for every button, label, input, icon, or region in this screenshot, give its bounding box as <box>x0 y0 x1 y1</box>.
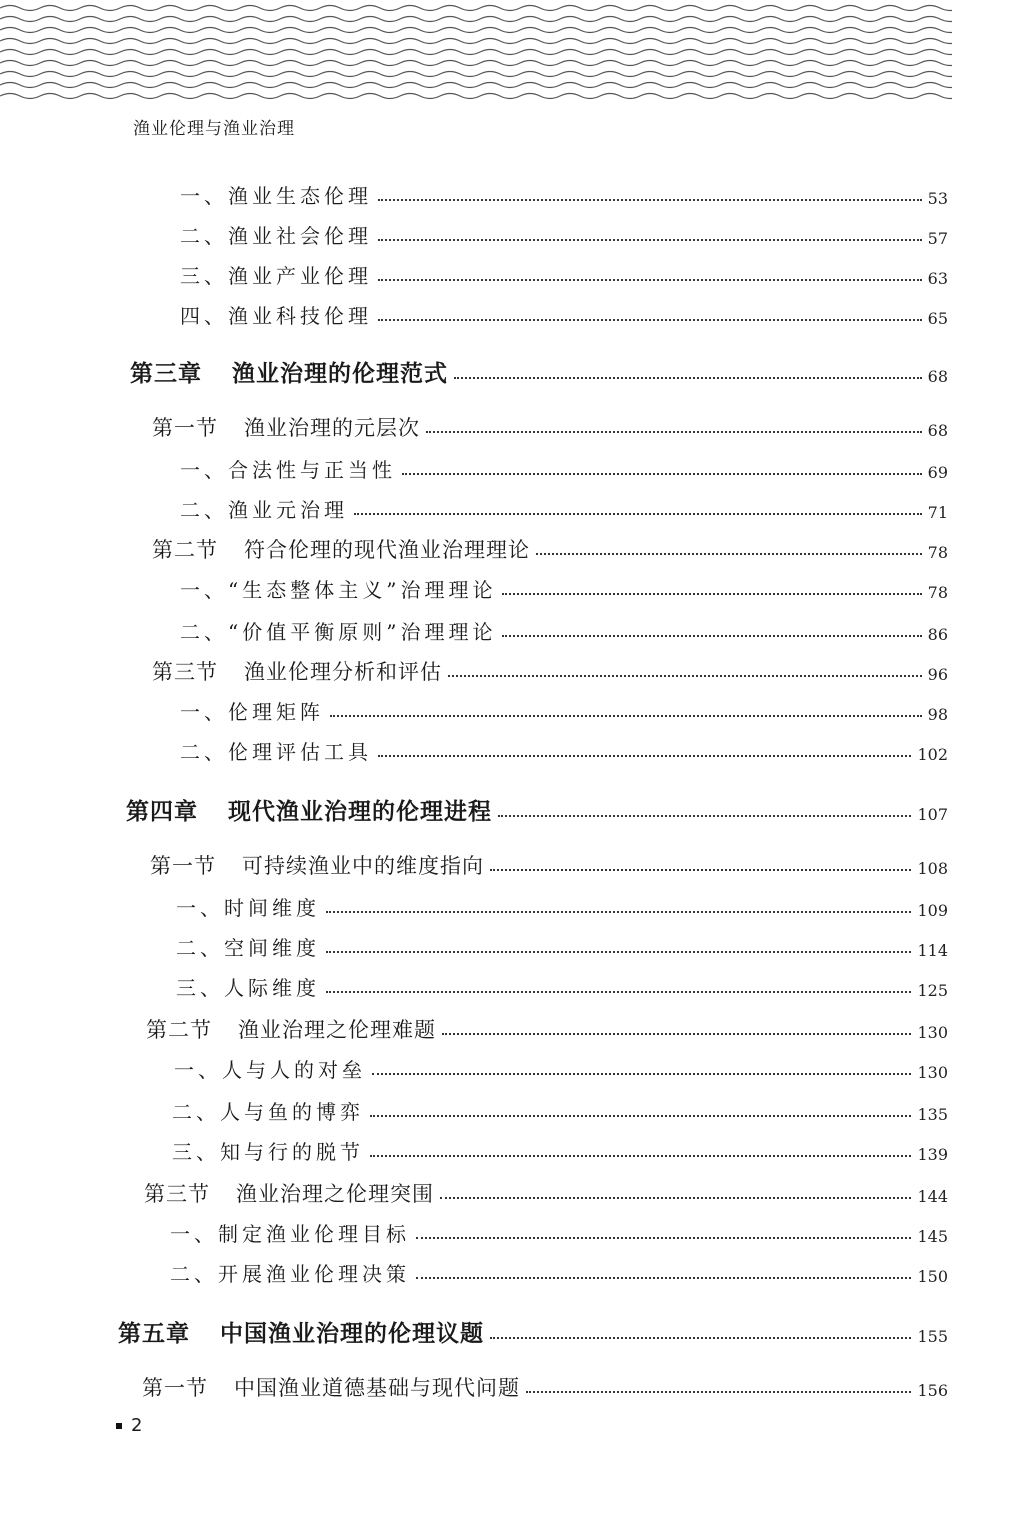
toc-page-number: 86 <box>927 625 948 644</box>
toc-page-number: 53 <box>927 189 948 208</box>
toc-entry-item[interactable] <box>170 1208 948 1248</box>
section-title: 可持续渔业中的维度指向 <box>242 854 484 878</box>
toc-page-number: 109 <box>917 901 948 920</box>
toc-page-number: 57 <box>927 229 948 248</box>
page-footer <box>116 1415 142 1436</box>
toc-item-label: 二、人与鱼的博弈 <box>172 1100 364 1124</box>
section-number: 第一节 <box>150 854 216 878</box>
toc-item-label: 一、时间维度 <box>176 896 320 920</box>
chapter-number: 第五章 <box>118 1320 190 1347</box>
toc-section-heading <box>152 656 442 686</box>
toc-item-label: 二、开展渔业伦理决策 <box>170 1262 410 1286</box>
toc-entry-item[interactable] <box>176 882 948 922</box>
toc-section-heading <box>152 412 420 442</box>
dot-leader <box>370 1115 911 1117</box>
toc-item-label: 一、合法性与正当性 <box>180 458 396 482</box>
toc-page-number: 156 <box>917 1381 948 1400</box>
toc-page-number: 130 <box>917 1023 948 1042</box>
toc-chapter-heading <box>118 1315 484 1348</box>
toc-entry-section[interactable] <box>144 1168 948 1208</box>
toc-section-heading <box>144 1178 434 1208</box>
toc-item-label: 一、“生态整体主义”治理理论 <box>180 578 497 602</box>
dot-leader <box>536 553 922 555</box>
dot-leader <box>378 319 922 321</box>
toc-entry-item[interactable] <box>176 962 948 1002</box>
toc-section-heading <box>150 850 484 880</box>
toc-page-number: 98 <box>927 705 948 724</box>
dot-leader <box>370 1155 911 1157</box>
toc-entry-item[interactable] <box>180 290 948 330</box>
dot-leader <box>378 199 922 201</box>
section-title: 符合伦理的现代渔业治理理论 <box>244 538 530 562</box>
toc-page-number: 65 <box>927 309 948 328</box>
section-number: 第三节 <box>144 1182 210 1206</box>
section-title: 渔业伦理分析和评估 <box>244 660 442 684</box>
toc-item-label: 一、人与人的对垒 <box>174 1058 366 1082</box>
dot-leader <box>378 755 911 757</box>
dot-leader <box>498 815 911 817</box>
toc-chapter-heading <box>126 793 492 826</box>
toc-page-number: 114 <box>917 941 948 960</box>
dot-leader <box>326 951 911 953</box>
toc-section-heading <box>142 1372 520 1402</box>
dot-leader <box>326 911 911 913</box>
section-number: 第一节 <box>142 1376 208 1400</box>
toc-item-label: 三、渔业产业伦理 <box>180 264 372 288</box>
toc-entry-section[interactable] <box>152 402 948 442</box>
dot-leader <box>402 473 922 475</box>
toc-entry-item[interactable] <box>180 564 948 604</box>
toc-entry-chapter[interactable] <box>118 1308 948 1348</box>
toc-item-label: 一、制定渔业伦理目标 <box>170 1222 410 1246</box>
toc-page-number: 78 <box>927 583 948 602</box>
running-header-title: 渔业伦理与渔业治理 <box>133 119 295 139</box>
toc-section-heading <box>146 1014 436 1044</box>
toc-entry-item[interactable] <box>180 606 948 646</box>
dot-leader <box>440 1197 911 1199</box>
dot-leader <box>372 1073 911 1075</box>
toc-item-label: 二、渔业元治理 <box>180 498 348 522</box>
dot-leader <box>502 635 921 637</box>
toc-entry-section[interactable] <box>142 1362 948 1402</box>
dot-leader <box>426 431 922 433</box>
section-number: 第二节 <box>146 1018 212 1042</box>
dot-leader <box>490 869 911 871</box>
dot-leader <box>354 513 922 515</box>
toc-item-label: 一、伦理矩阵 <box>180 700 324 724</box>
toc-entry-item[interactable] <box>180 726 948 766</box>
dot-leader <box>416 1237 911 1239</box>
toc-item-label: 二、伦理评估工具 <box>180 740 372 764</box>
dot-leader <box>490 1337 911 1339</box>
toc-page-number: 96 <box>927 665 948 684</box>
chapter-title: 现代渔业治理的伦理进程 <box>228 798 492 825</box>
toc-page-number: 145 <box>917 1227 948 1246</box>
toc-entry-item[interactable] <box>172 1126 948 1166</box>
dot-leader <box>330 715 922 717</box>
section-number: 第一节 <box>152 416 218 440</box>
dot-leader <box>454 377 922 379</box>
section-title: 渔业治理的元层次 <box>244 416 420 440</box>
toc-page-number: 139 <box>917 1145 948 1164</box>
toc-entry-item[interactable] <box>180 686 948 726</box>
page-number: 2 <box>131 1415 143 1436</box>
toc-page-number: 130 <box>917 1063 948 1082</box>
toc-entry-section[interactable] <box>150 840 948 880</box>
toc-page-number: 69 <box>927 463 948 482</box>
toc-entry-item[interactable] <box>180 170 948 210</box>
chapter-title: 渔业治理的伦理范式 <box>232 360 448 387</box>
toc-entry-item[interactable] <box>176 922 948 962</box>
toc-entry-item[interactable] <box>180 444 948 484</box>
dot-leader <box>526 1391 911 1393</box>
toc-page-number: 63 <box>927 269 948 288</box>
toc-entry-item[interactable] <box>172 1086 948 1126</box>
toc-entry-item[interactable] <box>180 250 948 290</box>
toc-entry-item[interactable] <box>180 210 948 250</box>
chapter-number: 第四章 <box>126 798 198 825</box>
toc-item-label: 二、“价值平衡原则”治理理论 <box>180 620 497 644</box>
toc-page-number: 125 <box>917 981 948 1000</box>
section-title: 中国渔业道德基础与现代问题 <box>234 1376 520 1400</box>
toc-item-label: 二、渔业社会伦理 <box>180 224 372 248</box>
toc-entry-chapter[interactable] <box>126 786 948 826</box>
chapter-title: 中国渔业治理的伦理议题 <box>220 1320 484 1347</box>
toc-item-label: 三、人际维度 <box>176 976 320 1000</box>
toc-page-number: 135 <box>917 1105 948 1124</box>
toc-chapter-heading <box>130 355 448 388</box>
dot-leader <box>442 1033 911 1035</box>
section-title: 渔业治理之伦理难题 <box>238 1018 436 1042</box>
toc-page-number: 150 <box>917 1267 948 1286</box>
toc-entry-section[interactable] <box>152 524 948 564</box>
toc-item-label: 一、渔业生态伦理 <box>180 184 372 208</box>
toc-page-number: 71 <box>927 503 948 522</box>
dot-leader <box>378 279 922 281</box>
dot-leader <box>448 675 922 677</box>
toc-item-label: 三、知与行的脱节 <box>172 1140 364 1164</box>
toc-entry-item[interactable] <box>180 484 948 524</box>
dot-leader <box>502 593 921 595</box>
dot-leader <box>326 991 911 993</box>
chapter-number: 第三章 <box>130 360 202 387</box>
toc-entry-item[interactable] <box>174 1044 948 1084</box>
toc-page-number: 107 <box>917 805 948 824</box>
toc-entry-item[interactable] <box>170 1248 948 1288</box>
section-title: 渔业治理之伦理突围 <box>236 1182 434 1206</box>
toc-page-number: 102 <box>917 745 948 764</box>
toc-page-number: 78 <box>927 543 948 562</box>
toc-entry-section[interactable] <box>152 646 948 686</box>
section-number: 第三节 <box>152 660 218 684</box>
footer-square-icon <box>116 1423 122 1429</box>
toc-page-number: 108 <box>917 859 948 878</box>
toc-page-number: 68 <box>927 421 948 440</box>
dot-leader <box>416 1277 911 1279</box>
toc-entry-section[interactable] <box>146 1004 948 1044</box>
section-number: 第二节 <box>152 538 218 562</box>
toc-item-label: 二、空间维度 <box>176 936 320 960</box>
toc-section-heading <box>152 534 530 564</box>
toc-page-number: 68 <box>927 367 948 386</box>
dot-leader <box>378 239 922 241</box>
toc-page-number: 144 <box>917 1187 948 1206</box>
toc-entry-chapter[interactable] <box>130 348 948 388</box>
toc-item-label: 四、渔业科技伦理 <box>180 304 372 328</box>
toc-page-number: 155 <box>917 1327 948 1346</box>
